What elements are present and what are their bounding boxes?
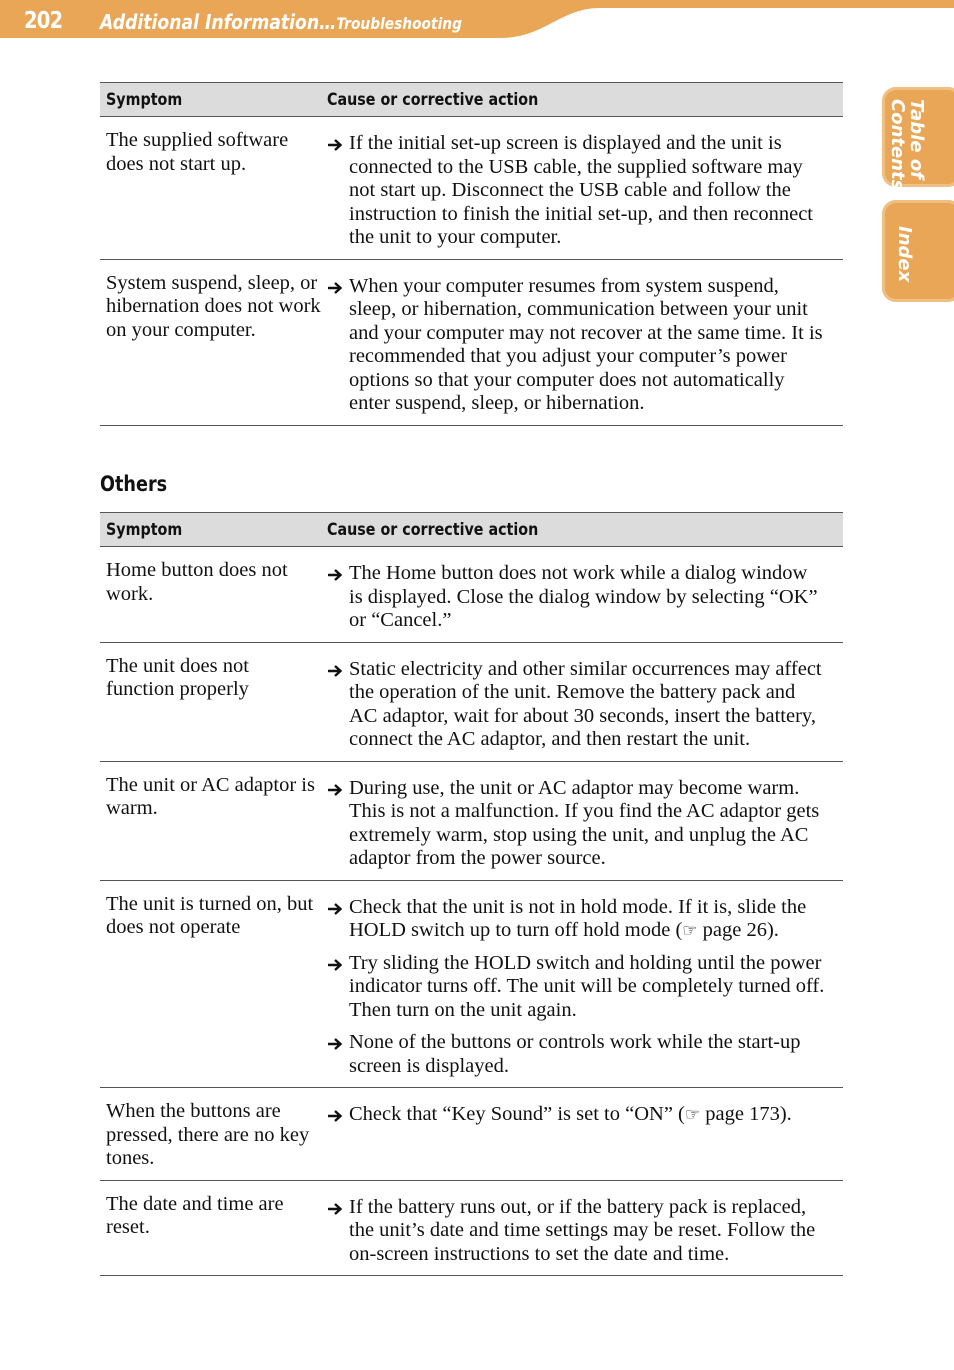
action-item — [327, 777, 825, 871]
action-text: When your computer resumes from system suspend, sleep, or hibernation, communication between your unit and your computer may not recover at the same time. It is recommended that you adjust your computer’s power options so that your computer does not automatically enter suspend, sleep, or hibernation. — [349, 274, 823, 414]
right-arrow-icon — [327, 901, 343, 917]
right-arrow-icon — [327, 137, 343, 153]
troubleshooting-table — [100, 82, 843, 426]
action-text-part: Check that “Key Sound” is set to “ON” ( — [349, 1103, 685, 1125]
table-row — [100, 761, 843, 880]
action-text — [349, 896, 825, 943]
action-text-part: Check that the unit is not in hold mode. If it is, slide the HOLD switch up to turn off hold mode ( — [349, 895, 807, 941]
section-heading-others: Others — [100, 472, 168, 496]
action-item — [327, 658, 825, 752]
action-cell — [321, 642, 843, 761]
symptom-cell: The unit does not function properly — [100, 642, 321, 761]
right-arrow-icon — [327, 567, 343, 583]
table-row — [100, 642, 843, 761]
table-row — [100, 117, 843, 260]
right-arrow-icon — [327, 1108, 343, 1124]
page-header — [0, 0, 954, 40]
tab-table-of-contents[interactable] — [882, 87, 954, 191]
tab-index[interactable] — [882, 200, 954, 302]
right-arrow-icon — [327, 777, 349, 871]
action-item — [327, 1196, 825, 1267]
action-item — [327, 952, 825, 1023]
action-column-header: Cause or corrective action — [321, 513, 843, 547]
header-subtitle: Troubleshooting — [336, 14, 462, 33]
action-cell — [321, 880, 843, 1088]
right-arrow-icon — [327, 1103, 349, 1131]
right-arrow-icon — [327, 1031, 349, 1078]
action-cell — [321, 259, 843, 425]
header-title — [100, 10, 462, 34]
action-text: During use, the unit or AC adaptor may become warm. This is not a malfunction. If you find the AC adaptor gets extremely warm, stop using the unit, and unplug the AC adaptor from the power source. — [349, 776, 820, 869]
action-text: The Home button does not work while a dialog window is displayed. Close the dialog window by selecting “OK” or “Cancel.” — [349, 562, 818, 631]
action-text: Static electricity and other similar occurrences may affect the operation of the unit. Remove the battery pack and AC adaptor, wait for about 30 seconds, insert the battery, connect the AC adaptor, and then restart the unit. — [349, 657, 822, 750]
action-cell — [321, 547, 843, 643]
right-arrow-icon — [327, 952, 349, 1023]
right-arrow-icon — [327, 562, 349, 633]
table-body — [100, 117, 843, 426]
table-row — [100, 259, 843, 425]
action-item — [327, 1103, 825, 1131]
symptom-cell: When the buttons are pressed, there are no key tones. — [100, 1088, 321, 1181]
symptom-cell: Home button does not work. — [100, 547, 321, 643]
action-text: If the battery runs out, or if the battery pack is replaced, the unit’s date and time settings may be reset. Follow the on-screen instructions to set the date and time. — [349, 1195, 816, 1265]
symptom-cell: System suspend, sleep, or hibernation does not work on your computer. — [100, 259, 321, 425]
table-row — [100, 1088, 843, 1181]
symptom-cell: The unit or AC adaptor is warm. — [100, 761, 321, 880]
right-arrow-icon — [327, 132, 349, 250]
action-text-part: page 173). — [700, 1103, 792, 1125]
action-text-part: page 26). — [697, 919, 779, 941]
tab-table-of-contents-label: Table of Contents — [887, 99, 927, 191]
right-arrow-icon — [327, 896, 349, 943]
right-arrow-icon — [327, 1201, 343, 1217]
tab-index-label: Index — [894, 226, 915, 283]
symptom-cell: The unit is turned on, but does not operate — [100, 880, 321, 1088]
right-arrow-icon — [327, 658, 349, 752]
table-row — [100, 547, 843, 643]
right-arrow-icon — [327, 1196, 349, 1267]
page-number: 202 — [24, 8, 63, 34]
right-arrow-icon — [327, 957, 343, 973]
table-row — [100, 1180, 843, 1276]
right-arrow-icon — [327, 275, 349, 416]
header-section-title: Additional Information… — [100, 10, 337, 34]
action-item — [327, 896, 825, 943]
table-row — [100, 880, 843, 1088]
action-cell — [321, 117, 843, 260]
symptom-column-header: Symptom — [100, 83, 321, 117]
right-arrow-icon — [327, 1036, 343, 1052]
symptom-cell: The supplied software does not start up. — [100, 117, 321, 260]
table-body — [100, 547, 843, 1276]
table-header-row — [100, 83, 843, 117]
table-header-row — [100, 513, 843, 547]
action-cell — [321, 1088, 843, 1181]
action-item — [327, 562, 825, 633]
action-text: Try sliding the HOLD switch and holding until the power indicator turns off. The unit will be completely turned off. Then turn on the unit again. — [349, 951, 825, 1021]
action-item — [327, 132, 825, 250]
symptom-cell: The date and time are reset. — [100, 1180, 321, 1276]
action-cell — [321, 761, 843, 880]
right-arrow-icon — [327, 782, 343, 798]
symptom-column-header: Symptom — [100, 513, 321, 547]
action-cell — [321, 1180, 843, 1276]
action-item — [327, 1031, 825, 1078]
pointing-hand-icon: ☞ — [684, 1105, 701, 1124]
action-text: If the initial set-up screen is displayed and the unit is connected to the USB cable, the supplied software may not start up. Disconnect the USB cable and follow the instruction to finish the initial set-up, and then reconnect the unit to your computer. — [349, 132, 813, 248]
others-table — [100, 512, 843, 1276]
right-arrow-icon — [327, 663, 343, 679]
action-text: None of the buttons or controls work while the start-up screen is displayed. — [349, 1031, 801, 1077]
action-column-header: Cause or corrective action — [321, 83, 843, 117]
pointing-hand-icon: ☞ — [682, 921, 698, 940]
action-item — [327, 275, 825, 416]
action-text — [349, 1103, 825, 1131]
right-arrow-icon — [327, 280, 343, 296]
